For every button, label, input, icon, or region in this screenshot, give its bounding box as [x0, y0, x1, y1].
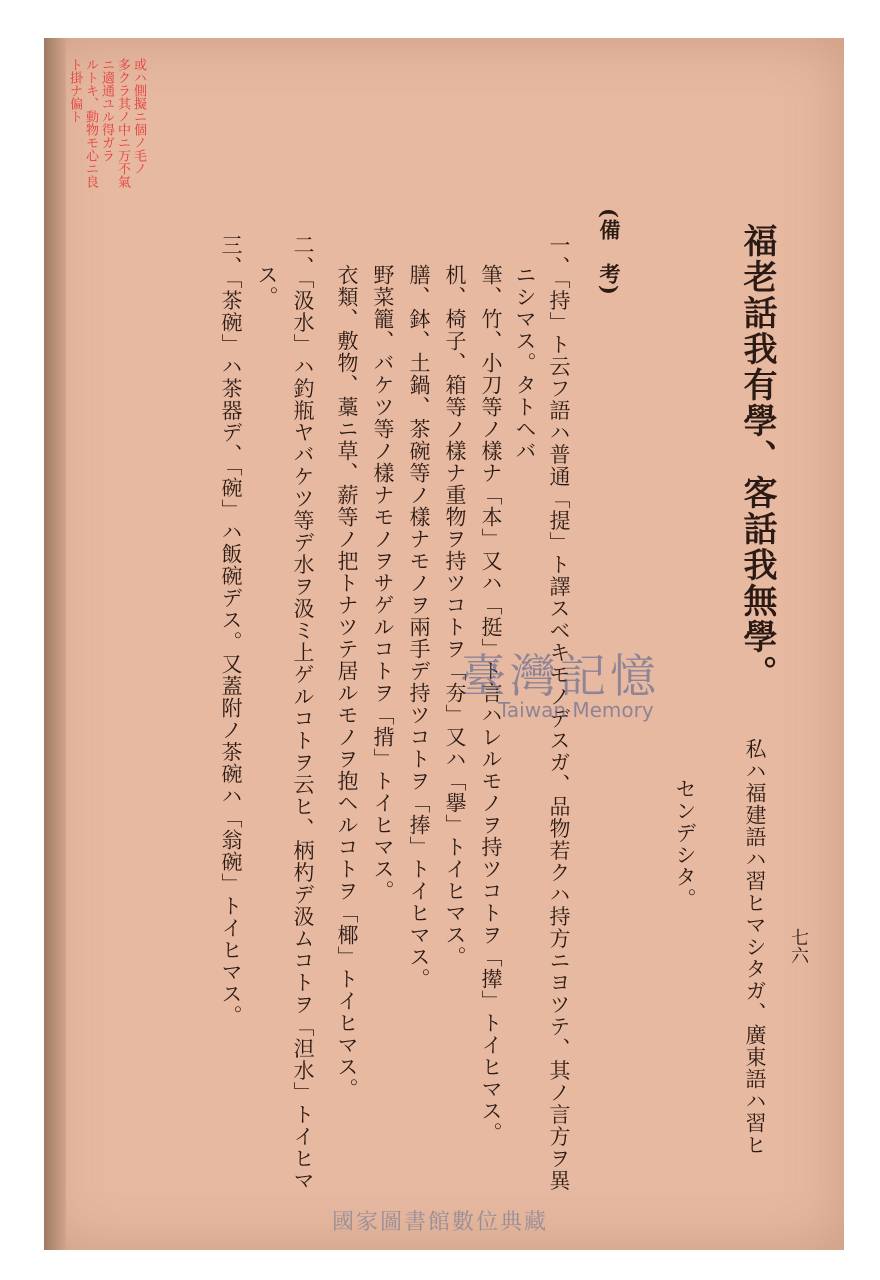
remark-item-1-cont: ニシマス。タトヘバ — [513, 264, 537, 462]
remarks-heading: (備 考) — [597, 208, 622, 296]
remark-item-2-cont: ス。 — [255, 264, 279, 308]
remark-item-desk: 机、椅子、箱等ノ樣ナ重物ヲ持ツコトヲ「夯」又ハ「擧」トイヒマス。 — [443, 264, 467, 968]
remark-item-tray: 膳、鉢、土鍋、茶碗等ノ樣ナモノヲ兩手デ持ツコトヲ「捧」トイヒマス。 — [407, 264, 431, 990]
page-number: 七六 — [788, 928, 809, 964]
watermark-title: 臺灣記憶 — [460, 649, 660, 703]
taiwan-memory-watermark — [420, 640, 720, 730]
watermark-subtitle: Taiwan Memory — [498, 698, 654, 722]
remark-item-brush: 筆、竹、小刀等ノ樣ナ「本」又ハ「挺」ト言ハレルモノヲ持ツコトヲ「撵」トイヒマス。 — [479, 264, 503, 1144]
red-annotation-5: ト掛ナ偏ト — [67, 58, 82, 123]
translation-line-1: 私ハ福建語ハ習ヒマシタガ、廣東語ハ習ヒ — [743, 738, 767, 1156]
phrase-title: 福老話我有學、客話我無學。 — [737, 223, 777, 691]
translation-line-2: センデシタ。 — [673, 778, 697, 910]
red-annotation-4: ルトキ、動物モ心ニ良 — [83, 58, 98, 188]
remark-item-3: 三、「茶碗」ハ茶器デ、「碗」ハ飯碗デス。又蓋附ノ茶碗ハ「翁碗」トイヒマス。 — [219, 234, 243, 1027]
remark-item-basket: 野菜籠、バケツ等ノ樣ナモノヲサゲルコトヲ「揹」トイヒマス。 — [371, 264, 395, 902]
red-annotation-2: 多クラ其ノ中ニ万不氣 — [115, 58, 130, 188]
remark-item-1: 一、「持」ト云フ語ハ普通「提」ト譯スベキモノデスガ、品物若クハ持方ニヨツテ、其ノ言方ヲ異 — [547, 234, 571, 1192]
remark-item-2: 二、「汲水」ハ釣瓶ヤバケツ等デ水ヲ汲ミ上ゲルコトヲ云ヒ、柄杓デ汲ムコトヲ「泹水」トイヒマ — [291, 234, 315, 1192]
red-annotation-3: ニ適通ユル得ガラ — [99, 58, 114, 162]
red-annotation-1: 或ハ側擬ニ個ノ毛ノ — [131, 58, 146, 175]
remark-item-clothes: 衣類、敷物、藁ニ草、薪等ノ把トナツテ居ルモノヲ抱ヘルコトヲ「椰」トイヒマス。 — [335, 264, 359, 1100]
footer-credit: 國家圖書館數位典藏 — [331, 1210, 548, 1235]
page-binding-edge — [44, 38, 66, 1250]
